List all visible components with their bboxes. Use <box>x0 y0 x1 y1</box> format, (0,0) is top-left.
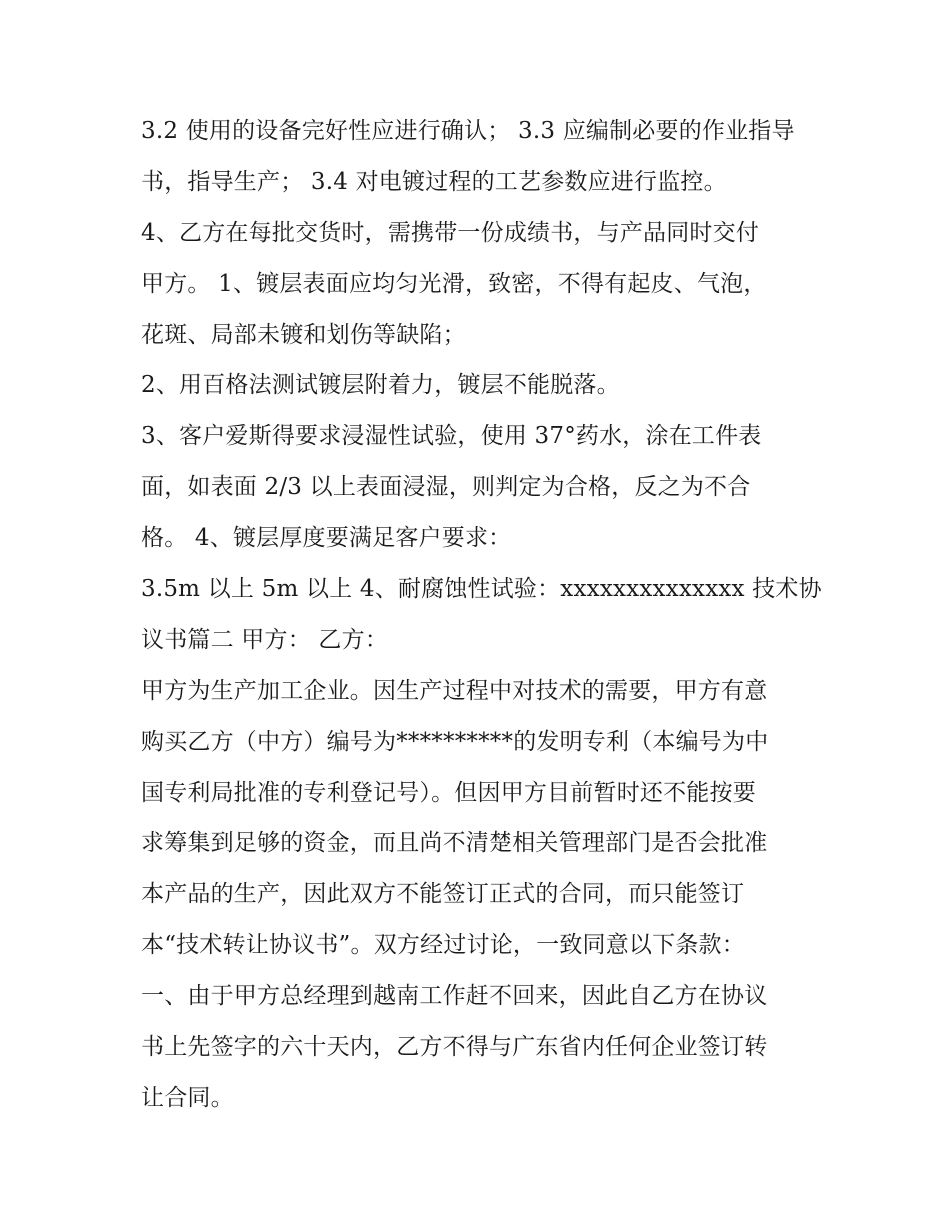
text-line: 花斑、局部未镀和划伤等缺陷； <box>141 321 466 348</box>
text-line: 书，指导生产； 3.4 对电镀过程的工艺参数应进行监控。 <box>141 168 727 195</box>
text-line: 甲方。 1、镀层表面应均匀光滑，致密，不得有起皮、气泡， <box>141 270 767 297</box>
text-line: 购买乙方（中方）编号为**********的发明专利（本编号为中 <box>141 728 769 755</box>
text-line: 书上先签字的六十天内，乙方不得与广东省内任何企业签订转 <box>141 1034 768 1061</box>
text-line: 面，如表面 2/3 以上表面浸湿，则判定为合格，反之为不合 <box>141 474 751 501</box>
text-line: 甲方为生产加工企业。因生产过程中对技术的需要，甲方有意 <box>141 677 768 704</box>
text-line: 3、客户爱斯得要求浸湿性试验，使用 37°药水，涂在工件表 <box>141 423 762 450</box>
text-line: 2、用百格法测试镀层附着力，镀层不能脱落。 <box>141 372 620 399</box>
text-line: 3.5m 以上 5m 以上 4、耐腐蚀性试验：xxxxxxxxxxxxxx 技术协 <box>141 576 822 603</box>
text-line: 让合同。 <box>141 1084 234 1111</box>
text-line: 格。 4、镀层厚度要满足客户要求： <box>141 525 512 552</box>
text-line: 国专利局批准的专利登记号）。但因甲方目前暂时还不能按要 <box>141 779 756 806</box>
text-line: 求筹集到足够的资金，而且尚不清楚相关管理部门是否会批准 <box>141 830 768 857</box>
text-line: 本“技术转让协议书”。双方经过讨论，一致同意以下条款： <box>141 932 745 959</box>
document-body <box>141 106 821 1124</box>
text-line: 4、乙方在每批交货时，需携带一份成绩书，与产品同时交付 <box>141 219 760 246</box>
text-line: 议书篇二 甲方： 乙方： <box>141 626 389 653</box>
text-line: 本产品的生产，因此双方不能签订正式的合同，而只能签订 <box>141 881 745 908</box>
text-line: 一、由于甲方总经理到越南工作赶不回来，因此自乙方在协议 <box>141 983 768 1010</box>
text-line: 3.2 使用的设备完好性应进行确认； 3.3 应编制必要的作业指导 <box>141 118 795 144</box>
